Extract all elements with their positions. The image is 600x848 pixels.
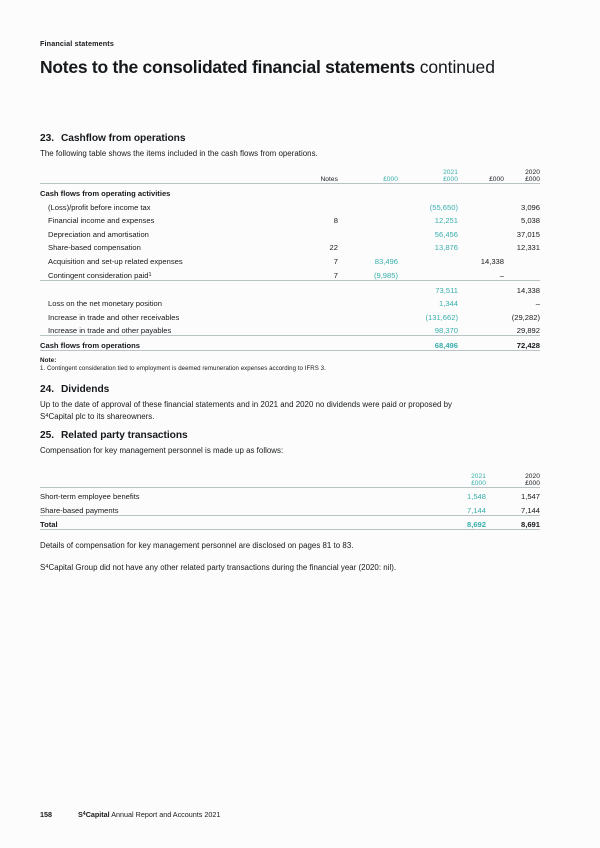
hdr-unit-c3: £000 [458,176,504,184]
row-c1 [338,198,398,212]
row-c1 [338,322,398,336]
total-c4: 72,428 [504,336,540,351]
row-c3 [458,322,504,336]
subtotal-c1 [338,280,398,295]
table-row [40,198,540,212]
total-notes [286,336,338,351]
hdr-year-c4: 2020 [525,169,540,177]
cashflow-table [40,169,540,351]
hdr-year-c2: 2020 [525,472,540,480]
row-label: Short-term employee benefits [40,492,140,502]
row-notes: 8 [333,216,338,226]
row-c2 [398,266,458,280]
footer-brand-name: Capital [85,810,110,819]
row-label-text: Contingent consideration paid [48,270,149,280]
note-24-heading [40,384,540,395]
row-notes: 7 [286,266,338,280]
footnote-marker: 1 [148,271,152,278]
note-23-heading [40,133,540,144]
hdr-year-notes [286,169,338,176]
row-c4: – [535,299,540,309]
row-c2: 7,144 [486,501,540,515]
hdr-unit-c4: £000 [504,176,540,184]
row-c2: 1,547 [520,492,540,502]
row-c2: 1,344 [438,299,458,309]
row-label: Acquisition and set-up related expenses [48,256,183,266]
row-c1 [338,184,398,198]
row-notes [286,322,338,336]
note-25-intro: Compensation for key management personnel is made up as follows: [40,446,284,456]
row-c3: – [458,266,504,280]
row-c3 [458,308,504,322]
row-c4: (29,282) [511,312,540,322]
row-c3 [458,198,504,212]
total-c2: 8,691 [486,515,540,530]
page-title-bold: Notes to the consolidated financial statements [40,57,415,77]
subtotal-label [40,280,286,295]
footer-brand [78,810,220,819]
row-notes [286,225,338,239]
row-c1: (9,985) [338,266,398,280]
note-24-line2: Capital plc to its shareowners. [48,411,155,421]
table-row [40,487,540,501]
row-c4: 5,038 [520,216,540,226]
row-notes [286,184,338,198]
hdr-unit-c2: £000 [398,176,458,184]
total-c1 [338,336,398,351]
row-c4 [504,252,540,266]
row-c2: 12,251 [434,216,458,226]
note-25-para2-text: Capital Group did not have any other related party transactions during the financial year (2020: nil). [48,562,397,572]
total-c2: 68,496 [398,336,458,351]
row-c3: 14,338 [480,256,504,266]
row-c1 [338,308,398,322]
footer-text: Annual Report and Accounts 2021 [109,810,221,819]
hdr-year-c1: 2021 [471,472,486,480]
row-label: Share-based payments [40,501,412,515]
key-management-compensation-table [40,473,540,531]
row-c4: 3,096 [520,202,540,212]
row-c1: 7,144 [412,501,486,515]
subtotal-c4: 14,338 [516,285,540,295]
row-c2: 98,370 [398,322,458,336]
note-23-number: 23. [40,133,55,144]
table-row [40,295,540,309]
row-label: Depreciation and amortisation [48,229,149,239]
table-row [40,252,540,266]
note-25-heading [40,430,540,441]
note-24-title: Dividends [61,384,110,396]
row-c4: 29,892 [504,322,540,336]
total-label: Cash flows from operations [40,336,286,351]
table-header-units [40,480,540,488]
hdr-unit-notes: Notes [286,176,338,184]
note-24-brand-superscript: 4 [45,412,49,419]
row-label: Share-based compensation [48,243,141,253]
table-row [40,501,540,515]
row-c3 [458,295,504,309]
row-c1: 83,496 [374,256,398,266]
row-c2 [398,252,458,266]
table-header-years [40,169,540,176]
total-label: Total [40,515,412,530]
subtotal-c2: 73,511 [435,285,458,295]
row-c2: (131,662) [425,312,458,322]
row-notes: 22 [329,243,338,253]
row-notes [286,198,338,212]
footer-page-number: 158 [40,810,52,819]
footnote-block [40,357,540,373]
row-label: (Loss)/profit before income tax [48,202,151,212]
hdr-unit-c2: £000 [486,480,540,488]
row-label: Increase in trade and other payables [40,322,286,336]
footer-brand-superscript: 4 [82,811,86,818]
page-title-continued: continued [419,57,495,77]
row-c3 [458,212,504,226]
row-c3 [458,225,504,239]
row-c4 [504,266,540,280]
row-c3 [458,184,504,198]
table-row [40,184,540,198]
footer-brand-prefix: S [78,810,83,819]
row-label: Increase in trade and other receivables [48,312,180,322]
total-c1: 8,692 [412,515,486,530]
row-notes [286,295,338,309]
hdr-unit-c1: £000 [338,176,398,184]
note-25-brand-superscript: 4 [45,563,49,570]
row-c1 [338,295,398,309]
hdr-year-c3 [458,169,504,176]
row-label: Cash flows from operating activities [40,189,171,198]
row-c1 [338,225,398,239]
note-25-paragraph-2 [40,562,540,573]
table-header-units [40,176,540,184]
page-title [40,57,495,78]
row-c1 [338,212,398,226]
table-row [40,225,540,239]
footnote-item: 1. Contingent consideration tied to employment is deemed remuneration expenses according to IFRS 3. [40,365,326,373]
row-notes: 7 [333,256,338,266]
row-c4: 37,015 [516,229,540,239]
table-row [40,266,540,280]
row-c2: (55,650) [429,202,458,212]
row-c3 [458,239,504,253]
note-24-paragraph [40,399,540,422]
row-c4: 12,331 [516,243,540,253]
table-total-row [40,515,540,530]
note-24-brand-prefix: S [40,411,46,421]
row-c1: 1,548 [466,492,486,502]
note-25-number: 25. [40,430,55,442]
note-25-brand-prefix: S [40,562,46,572]
page-footer [40,810,220,819]
note-25-paragraph-1: Details of compensation for key management personnel are disclosed on pages 81 to 83. [40,541,354,551]
note-24-number: 24. [40,384,55,396]
row-label: Financial income and expenses [48,216,155,226]
table-row [40,239,540,253]
table-total-row [40,336,540,351]
row-c1 [338,239,398,253]
note-23-intro: The following table shows the items included in the cash flows from operations. [40,149,318,158]
table-row [40,212,540,226]
table-subtotal-row [40,280,540,295]
row-c2: 13,876 [434,243,458,253]
hdr-year-c2: 2021 [443,169,458,177]
table-header-years [40,473,540,480]
row-label [40,266,286,280]
table-row [40,322,540,336]
section-eyebrow: Financial statements [40,39,114,48]
footnote-label: Note: [40,356,57,364]
hdr-year-c1 [338,169,398,176]
table-row [40,308,540,322]
note-23-title: Cashflow from operations [61,133,186,144]
row-c2: 56,456 [434,229,458,239]
row-notes [286,308,338,322]
total-c3 [458,336,504,351]
hdr-unit-c1: £000 [412,480,486,488]
row-c2 [398,184,458,198]
subtotal-c3 [458,280,504,295]
row-c4 [504,184,540,198]
note-24-line1: Up to the date of approval of these financial statements and in 2021 and 2020 no dividends were paid or proposed by [40,400,453,410]
note-25-title: Related party transactions [61,430,188,442]
row-label: Loss on the net monetary position [48,299,162,309]
page-content [40,133,540,573]
